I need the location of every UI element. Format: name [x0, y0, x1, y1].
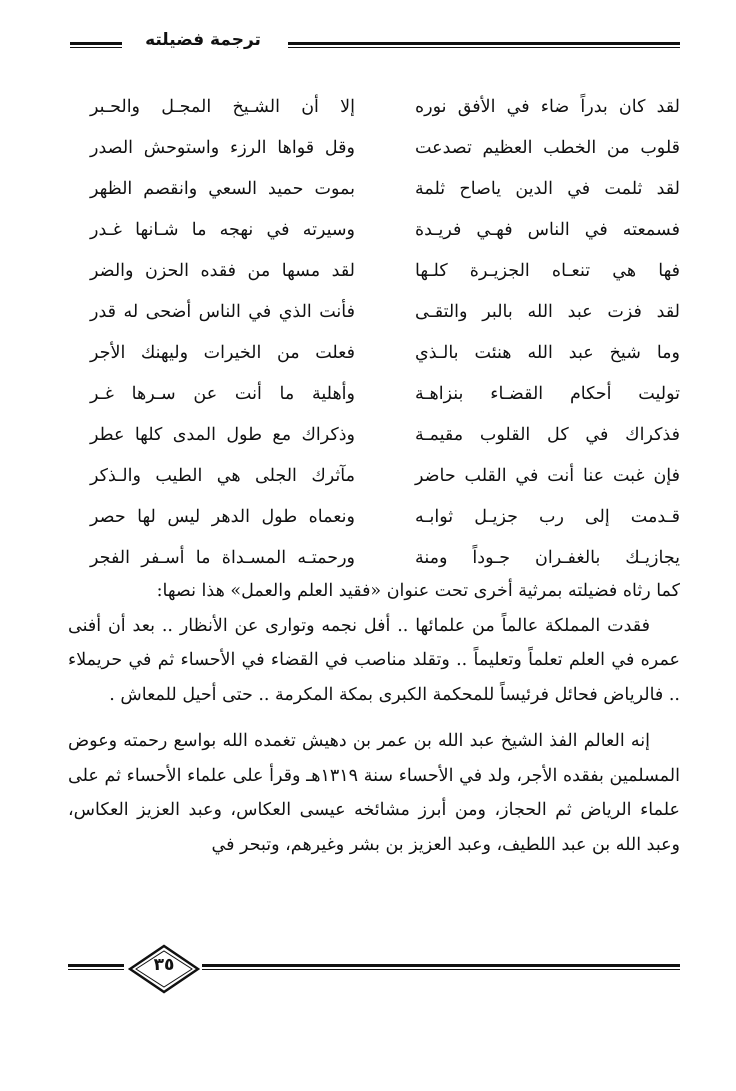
verse-second-hemistich: إلا أن الشـيخ المجـل والحـبر	[90, 96, 355, 117]
verse-first-hemistich: فسمعته في الناس فهـي فريـدة	[415, 219, 680, 240]
verse	[90, 332, 680, 373]
verse-second-hemistich: مآثرك الجلى هي الطيب والـذكر	[90, 465, 355, 486]
page-footer	[68, 942, 680, 1002]
verse	[90, 537, 680, 578]
header-rule-right	[288, 42, 680, 48]
biography-paragraph: إنه العالم الفذ الشيخ عبد الله بن عمر بن دهيش تغمده الله بواسع رحمته وعوض المسلمين بفقده الأجر، ولد في الأحساء سنة ١٣١٩هـ وقرأ على علماء الأحساء ثم على علماء الرياض ثم الحجاز، ومن أبرز مشائخه عيسى العكاس، وعبد العزيز العكاس، وعبد الله بن عبد اللطيف، وعبد العزيز بن بشر وغيرهم، وتبحر في	[68, 731, 680, 855]
verse-first-hemistich: لقد فزت عبد الله بالبر والتقـى	[415, 301, 680, 322]
verse-first-hemistich: لقد كان بدراً ضاء في الأفق نوره	[415, 96, 680, 117]
verse-second-hemistich: فعلت من الخيرات وليهنك الأجر	[90, 342, 355, 363]
verse-second-hemistich: فأنت الذي في الناس أضحى له قدر	[90, 301, 355, 322]
verse-first-hemistich: قـدمت إلى رب جزيـل ثوابـه	[415, 506, 680, 527]
verse	[90, 127, 680, 168]
page-number: ٣٥	[153, 955, 175, 975]
verse-first-hemistich: فإن غبت عنا أنت في القلب حاضر	[415, 465, 680, 486]
running-title: ترجمة فضيلته	[145, 30, 261, 50]
verse	[90, 86, 680, 127]
verse-second-hemistich: ورحمتـه المسـداة ما أسـفر الفجر	[90, 547, 355, 568]
body-text	[68, 574, 680, 862]
footer-rule-left	[68, 964, 124, 970]
verse-second-hemistich: وأهلية ما أنت عن سـرها غـر	[90, 383, 355, 404]
verse-first-hemistich: فذكراك في كل القلوب مقيمـة	[415, 424, 680, 445]
verse	[90, 373, 680, 414]
page-header	[70, 30, 680, 64]
verse-first-hemistich: فها هي تنعـاه الجزيـرة كلـها	[415, 260, 680, 281]
poem	[90, 86, 680, 578]
verse	[90, 455, 680, 496]
intro-paragraph: كما رثاه فضيلته بمرثية أخرى تحت عنوان «فقيد العلم والعمل» هذا نصها:	[156, 581, 680, 601]
verse	[90, 250, 680, 291]
verse-second-hemistich: وقل قواها الرزء واستوحش الصدر	[90, 137, 355, 158]
verse-second-hemistich: وذكراك مع طول المدى كلها عطر	[90, 424, 355, 445]
verse	[90, 168, 680, 209]
verse-second-hemistich: ونعماه طول الدهر ليس لها حصر	[90, 506, 355, 527]
verse-first-hemistich: قلوب من الخطب العظيم تصدعت	[415, 137, 680, 158]
verse-first-hemistich: توليت أحكام القضـاء بنزاهـة	[415, 383, 680, 404]
verse	[90, 209, 680, 250]
verse-first-hemistich: لقد ثلمت في الدين ياصاح ثلمة	[415, 178, 680, 199]
verse-second-hemistich: وسيرته في نهجه ما شـانها غـدر	[90, 219, 355, 240]
verse-first-hemistich: يجازيـك بالغفـران جـوداً ومنة	[415, 547, 680, 568]
verse	[90, 291, 680, 332]
header-rule-left	[70, 42, 122, 48]
verse	[90, 414, 680, 455]
verse-second-hemistich: بموت حميد السعي وانقصم الظهر	[90, 178, 355, 199]
verse-first-hemistich: وما شيخ عبد الله هنئت بالـذي	[415, 342, 680, 363]
elegy-quote-paragraph: فقدت المملكة عالماً من علمائها .. أفل نجمه وتوارى عن الأنظار .. بعد أن أفنى عمره في العلم تعلماً وتعليماً .. وتقلد مناصب في القضاء في الأحساء ثم في حريملاء .. فالرياض فحائل فرئيساً للمحكمة الكبرى بمكة المكرمة .. حتى أحيل للمعاش .	[68, 615, 680, 705]
verse-second-hemistich: لقد مسها من فقده الحزن والضر	[90, 260, 355, 281]
verse	[90, 496, 680, 537]
footer-rule-right	[202, 964, 680, 970]
